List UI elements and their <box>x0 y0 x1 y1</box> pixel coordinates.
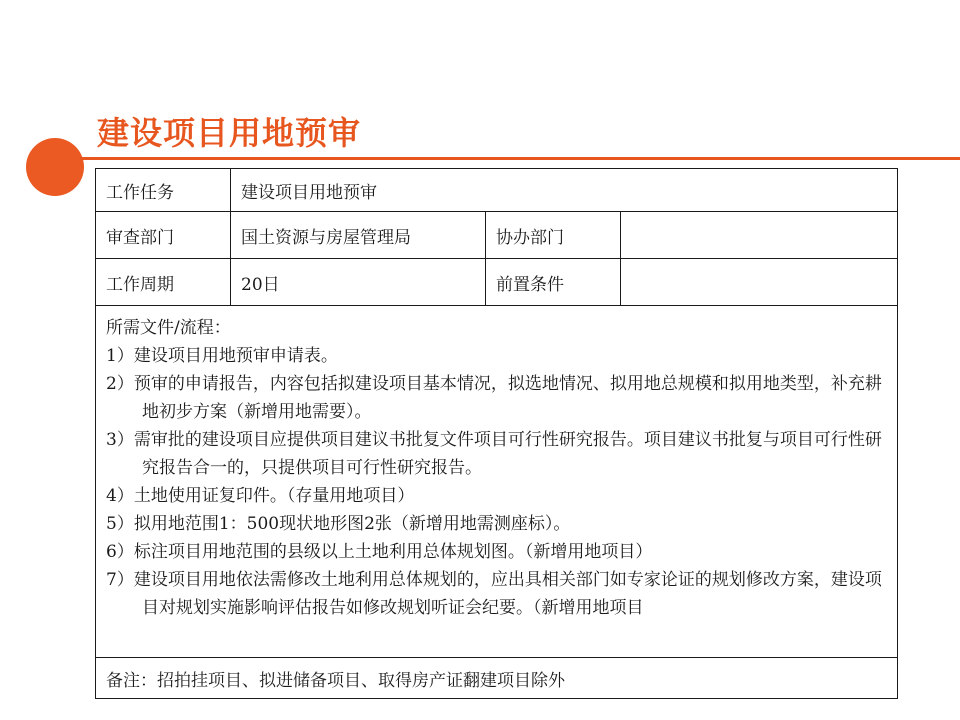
form-table <box>95 168 898 699</box>
document-item: 4）土地使用证复印件。（存量用地项目） <box>106 486 415 506</box>
dept-value: 国土资源与房屋管理局 <box>231 212 486 259</box>
period-label: 工作周期 <box>96 259 231 306</box>
precond-value <box>621 259 898 306</box>
row-note <box>96 658 898 699</box>
precond-label: 前置条件 <box>486 259 621 306</box>
task-label: 工作任务 <box>96 169 231 212</box>
note-text: 备注：招拍挂项目、拟进储备项目、取得房产证翻建项目除外 <box>96 658 898 699</box>
document-item: 1）建设项目用地预审申请表。 <box>106 346 338 366</box>
document-item: 2）预审的申请报告，内容包括拟建设项目基本情况，拟选地情况、拟用地总规模和拟用地类型，补充耕地初步方案（新增用地需要）。 <box>106 374 882 422</box>
row-period <box>96 259 898 306</box>
title-underline <box>80 157 960 160</box>
row-dept <box>96 212 898 259</box>
document-item: 6）标注项目用地范围的县级以上土地利用总体规划图。（新增用地项目） <box>106 542 653 562</box>
row-task <box>96 169 898 212</box>
dept-label: 审查部门 <box>96 212 231 259</box>
page-title: 建设项目用地预审 <box>97 114 362 152</box>
document-item: 7）建设项目用地依法需修改土地利用总体规划的，应出具相关部门如专家论证的规划修改方案，建设项目对规划实施影响评估报告如修改规划听证会纪要。（新增用地项目 <box>106 570 882 618</box>
assist-value <box>621 212 898 259</box>
period-value: 20日 <box>231 259 486 306</box>
documents-heading: 所需文件/流程： <box>106 318 231 338</box>
documents-cell <box>96 306 898 658</box>
document-item: 3）需审批的建设项目应提供项目建议书批复文件项目可行性研究报告。项目建议书批复与项目可行性研究报告合一的，只提供项目可行性研究报告。 <box>106 430 882 478</box>
assist-label: 协办部门 <box>486 212 621 259</box>
row-documents <box>96 306 898 658</box>
document-item: 5）拟用地范围1：500现状地形图2张（新增用地需测座标）。 <box>106 514 571 534</box>
task-value: 建设项目用地预审 <box>231 169 898 212</box>
decorative-circle <box>26 138 84 196</box>
